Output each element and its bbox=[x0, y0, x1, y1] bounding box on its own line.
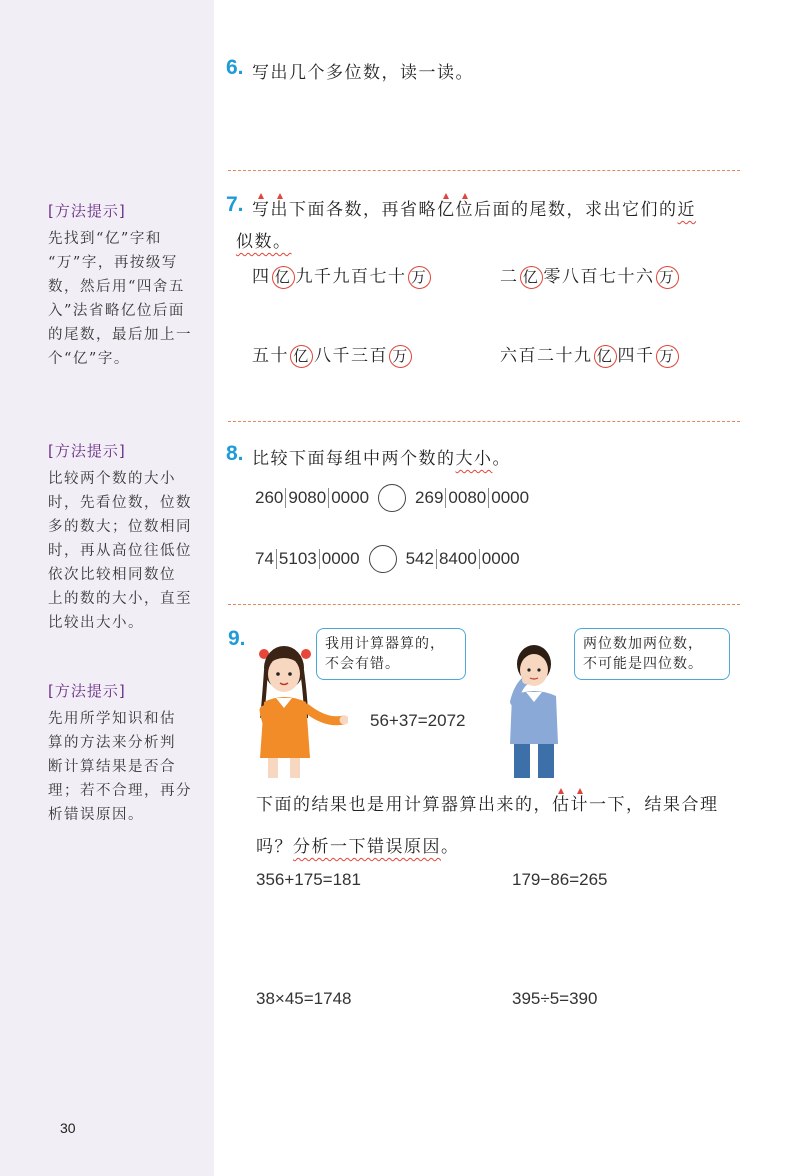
tip-line: 理；若不合理，再分 bbox=[48, 783, 192, 799]
circled-character: 亿 bbox=[290, 345, 313, 368]
text-span: 后面的尾数，求出它们的 bbox=[474, 200, 678, 220]
question-7-text-line2 bbox=[236, 227, 292, 252]
question-8-text bbox=[252, 444, 511, 469]
chinese-number-item bbox=[500, 262, 680, 289]
wavy-underline-text: 大小 bbox=[455, 449, 493, 469]
text-span: 比较下面每组中两个数的 bbox=[252, 449, 456, 469]
tip-line: 入”法省略亿位后面 bbox=[48, 303, 185, 319]
boy-illustration bbox=[500, 640, 572, 782]
text-span: 五十 bbox=[252, 346, 289, 366]
text-span: 。 bbox=[441, 837, 460, 857]
page-number: 30 bbox=[60, 1120, 76, 1136]
group-separator bbox=[436, 549, 437, 569]
equation: 38×45=1748 bbox=[256, 989, 352, 1008]
circled-character: 亿 bbox=[520, 266, 543, 289]
tip-title: [方法提示] bbox=[48, 202, 126, 220]
wavy-underline-text: 近 bbox=[677, 200, 696, 220]
example-equation: 56+37=2072 bbox=[370, 711, 466, 730]
bubble-line: 不可能是四位数。 bbox=[583, 656, 703, 672]
text-span: 吗？ bbox=[256, 837, 293, 857]
girl-speech-bubble bbox=[316, 628, 466, 680]
group-separator bbox=[328, 488, 329, 508]
wavy-underline-text: 分析一下错误原因 bbox=[293, 837, 441, 857]
digit-group: 0000 bbox=[491, 488, 530, 507]
digit-group: 5103 bbox=[278, 549, 317, 568]
question-7-text-line1 bbox=[252, 195, 696, 220]
emphasis-mark: 计 bbox=[570, 795, 589, 815]
tip-line: 时，先看位数，位数 bbox=[48, 495, 192, 511]
digit-group: 0000 bbox=[331, 488, 370, 507]
bubble-line: 两位数加两位数， bbox=[583, 636, 703, 652]
tip-line: 比较出大小。 bbox=[48, 615, 144, 631]
text-span: 零八百七十六 bbox=[543, 267, 655, 287]
emphasis-mark: 位 bbox=[455, 200, 474, 220]
digit-group: 269 bbox=[415, 488, 444, 507]
equation: 179−86=265 bbox=[512, 870, 608, 889]
tip-line: 数，然后用“四舍五 bbox=[48, 279, 185, 295]
chinese-number-item bbox=[500, 341, 680, 368]
circled-character: 万 bbox=[656, 266, 679, 289]
text-span: 九千九百七十 bbox=[295, 267, 407, 287]
bubble-line: 我用计算器算的， bbox=[325, 636, 445, 652]
text-span: 六百二十九 bbox=[500, 346, 593, 366]
comparison-row bbox=[254, 484, 530, 512]
question-6-text: 写出几个多位数，读一读。 bbox=[252, 63, 474, 83]
group-separator bbox=[445, 488, 446, 508]
wavy-underline-text: 似数。 bbox=[236, 232, 292, 252]
text-span: 下面的结果也是用计算器算出来的， bbox=[256, 795, 552, 815]
equation: 356+175=181 bbox=[256, 870, 361, 889]
text-span: 八千三百 bbox=[314, 346, 388, 366]
digit-group: 542 bbox=[405, 549, 434, 568]
chinese-number-item bbox=[252, 262, 432, 289]
group-separator bbox=[276, 549, 277, 569]
tip-line: 先找到“亿”字和 bbox=[48, 231, 162, 247]
tip-title: [方法提示] bbox=[48, 682, 126, 700]
dashed-divider bbox=[228, 170, 740, 171]
question-6-number: 6. bbox=[226, 56, 244, 79]
comparison-row bbox=[254, 545, 521, 573]
emphasis-mark: 写 bbox=[252, 200, 271, 220]
group-separator bbox=[319, 549, 320, 569]
emphasis-mark: 亿 bbox=[437, 200, 456, 220]
bubble-line: 不会有错。 bbox=[325, 656, 400, 672]
tip-line: 算的方法来分析判 bbox=[48, 735, 176, 751]
digit-group: 8400 bbox=[438, 549, 477, 568]
question-9-text-line1 bbox=[256, 790, 719, 815]
group-separator bbox=[479, 549, 480, 569]
digit-group: 0080 bbox=[448, 488, 487, 507]
circled-character: 亿 bbox=[594, 345, 617, 368]
text-span: 四 bbox=[252, 267, 271, 287]
dashed-divider bbox=[228, 421, 740, 422]
digit-group: 0000 bbox=[481, 549, 520, 568]
circled-character: 万 bbox=[389, 345, 412, 368]
digit-group: 260 bbox=[255, 488, 284, 507]
tip-line: 时，再从高位往低位 bbox=[48, 543, 192, 559]
emphasis-mark: 估 bbox=[552, 795, 571, 815]
tip-line: 依次比较相同数位 bbox=[48, 567, 176, 583]
text-span: 。 bbox=[492, 449, 511, 469]
tip-line: 先用所学知识和估 bbox=[48, 711, 176, 727]
circled-character: 万 bbox=[656, 345, 679, 368]
tip-line: 比较两个数的大小 bbox=[48, 471, 176, 487]
comparison-answer-circle[interactable] bbox=[378, 484, 406, 512]
text-span: 二 bbox=[500, 267, 519, 287]
tip-line: “万”字，再按级写 bbox=[48, 255, 178, 271]
text-span: 一下，结果合理 bbox=[589, 795, 719, 815]
method-tip-2 bbox=[48, 440, 198, 635]
comparison-answer-circle[interactable] bbox=[369, 545, 397, 573]
tip-line: 个“亿”字。 bbox=[48, 351, 130, 367]
tip-line: 的尾数，最后加上一 bbox=[48, 327, 192, 343]
method-tip-1 bbox=[48, 200, 198, 371]
tip-title: [方法提示] bbox=[48, 442, 126, 460]
question-9-number: 9. bbox=[228, 627, 246, 650]
dashed-divider bbox=[228, 604, 740, 605]
text-span: 四千 bbox=[617, 346, 655, 366]
digit-group: 9080 bbox=[288, 488, 327, 507]
text-span: 下面各数，再省略 bbox=[289, 200, 437, 220]
equation: 395÷5=390 bbox=[512, 989, 598, 1008]
group-separator bbox=[488, 488, 489, 508]
emphasis-mark: 出 bbox=[270, 200, 289, 220]
tip-line: 上的数的大小，直至 bbox=[48, 591, 192, 607]
circled-character: 万 bbox=[408, 266, 431, 289]
digit-group: 74 bbox=[255, 549, 274, 568]
method-tip-3 bbox=[48, 680, 198, 827]
group-separator bbox=[285, 488, 286, 508]
circled-character: 亿 bbox=[272, 266, 295, 289]
sidebar bbox=[0, 0, 214, 1176]
tip-line: 多的数大；位数相同 bbox=[48, 519, 192, 535]
chinese-number-item bbox=[252, 341, 413, 368]
tip-line: 析错误原因。 bbox=[48, 807, 144, 823]
question-8-number: 8. bbox=[226, 442, 244, 465]
boy-speech-bubble bbox=[574, 628, 730, 680]
question-7-number: 7. bbox=[226, 193, 244, 216]
digit-group: 0000 bbox=[321, 549, 360, 568]
question-9-text-line2 bbox=[256, 832, 460, 857]
tip-line: 断计算结果是否合 bbox=[48, 759, 176, 775]
